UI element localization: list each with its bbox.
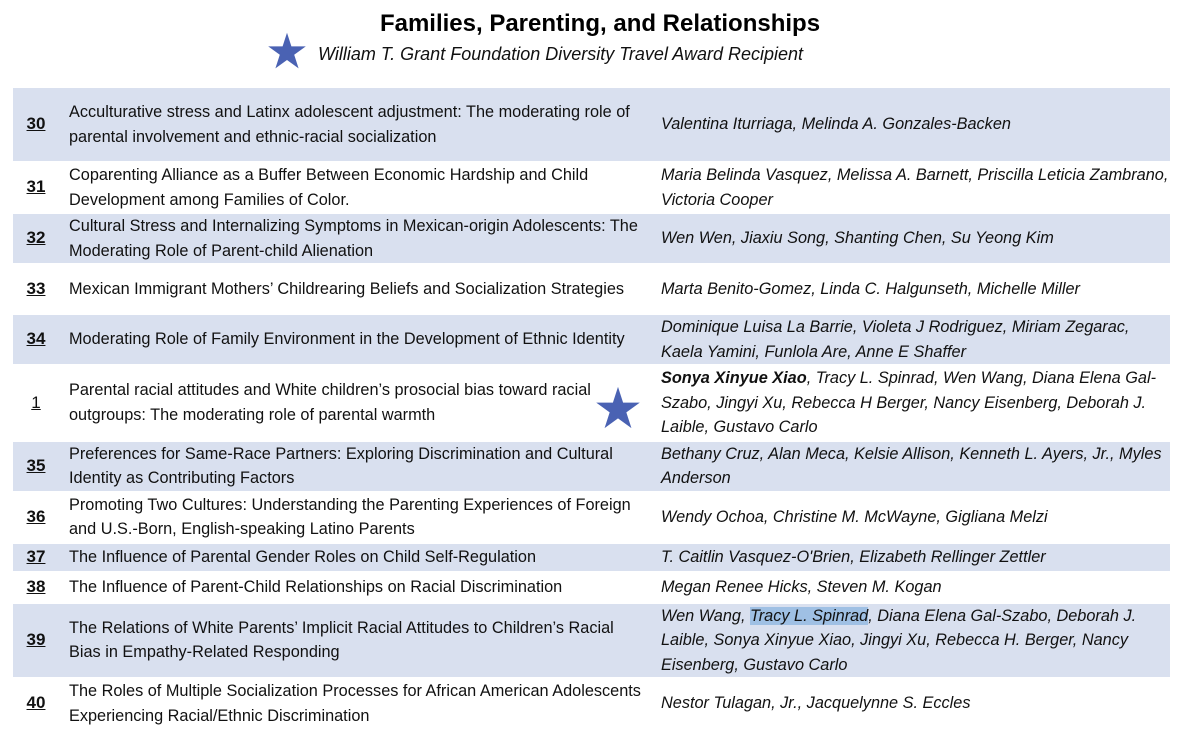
header <box>0 0 1200 88</box>
poster-authors: Megan Renee Hicks, Steven M. Kogan <box>647 572 1170 603</box>
poster-title: The Relations of White Parents’ Implicit Racial Attitudes to Children’s Racial Bias in Empathy-Related Responding <box>59 603 647 679</box>
poster-title: Moderating Role of Family Environment in the Development of Ethnic Identity <box>59 314 647 365</box>
poster-title: Parental racial attitudes and White children’s prosocial bias toward racial outgroups: The moderating role of parental warmth <box>59 365 647 441</box>
poster-number: 32 <box>13 213 59 264</box>
table-row <box>13 162 1170 213</box>
poster-title: The Roles of Multiple Socialization Processes for African American Adolescents Experiencing Racial/Ethnic Discrimination <box>59 678 647 729</box>
poster-authors: T. Caitlin Vasquez-O'Brien, Elizabeth Rellinger Zettler <box>647 543 1170 572</box>
poster-number: 38 <box>13 572 59 603</box>
table-row <box>13 314 1170 365</box>
poster-authors: Dominique Luisa La Barrie, Violeta J Rodriguez, Miriam Zegarac, Kaela Yamini, Funlola Are, Anne E Shaffer <box>647 314 1170 365</box>
table-row <box>13 88 1170 162</box>
poster-number: 30 <box>13 88 59 162</box>
table-row <box>13 441 1170 492</box>
star-icon <box>592 386 644 430</box>
poster-title: The Influence of Parent-Child Relationships on Racial Discrimination <box>59 572 647 603</box>
page-title: Families, Parenting, and Relationships <box>379 10 821 37</box>
table-row <box>13 572 1170 603</box>
poster-number: 39 <box>13 603 59 679</box>
poster-authors: Nestor Tulagan, Jr., Jacquelynne S. Eccles <box>647 678 1170 729</box>
poster-title: Acculturative stress and Latinx adolescent adjustment: The moderating role of parental involvement and ethnic-racial socialization <box>59 88 647 162</box>
poster-authors: Marta Benito-Gomez, Linda C. Halgunseth, Michelle Miller <box>647 264 1170 314</box>
table-row <box>13 213 1170 264</box>
page-subtitle: William T. Grant Foundation Diversity Travel Award Recipient <box>318 44 804 64</box>
table-row <box>13 543 1170 572</box>
star-icon <box>264 32 310 70</box>
poster-authors: Maria Belinda Vasquez, Melissa A. Barnett, Priscilla Leticia Zambrano, Victoria Cooper <box>647 162 1170 213</box>
table-row <box>13 678 1170 729</box>
presenting-author: Sonya Xinyue Xiao <box>661 369 807 387</box>
highlighted-author: Tracy L. Spinrad <box>750 606 869 625</box>
poster-number: 36 <box>13 492 59 543</box>
poster-title: Preferences for Same-Race Partners: Exploring Discrimination and Cultural Identity as Contributing Factors <box>59 441 647 492</box>
table-row <box>13 603 1170 679</box>
poster-title: Mexican Immigrant Mothers’ Childrearing Beliefs and Socialization Strategies <box>59 264 647 314</box>
poster-number: 35 <box>13 441 59 492</box>
poster-authors: Wendy Ochoa, Christine M. McWayne, Gigliana Melzi <box>647 492 1170 543</box>
poster-authors: Bethany Cruz, Alan Meca, Kelsie Allison, Kenneth L. Ayers, Jr., Myles Anderson <box>647 441 1170 492</box>
table-row <box>13 264 1170 314</box>
poster-authors: Valentina Iturriaga, Melinda A. Gonzales-Backen <box>647 88 1170 162</box>
poster-title: Promoting Two Cultures: Understanding the Parenting Experiences of Foreign and U.S.-Born, English-speaking Latino Parents <box>59 492 647 543</box>
poster-number: 33 <box>13 264 59 314</box>
poster-number: 37 <box>13 543 59 572</box>
poster-number: 31 <box>13 162 59 213</box>
poster-number: 40 <box>13 678 59 729</box>
co-authors: , Diana Elena Gal-Szabo, Deborah J. Laible, Sonya Xinyue Xiao, Jingyi Xu, Rebecca H. Berger, Nancy Eisenberg, Gustavo Carlo <box>661 606 1137 674</box>
poster-title: The Influence of Parental Gender Roles on Child Self-Regulation <box>59 543 647 572</box>
table-row <box>13 492 1170 543</box>
poster-number: 34 <box>13 314 59 365</box>
poster-authors <box>647 365 1170 441</box>
poster-number: 1 <box>13 365 59 441</box>
authors-prefix: Wen Wang, <box>661 606 750 625</box>
poster-authors <box>647 603 1170 679</box>
poster-title: Coparenting Alliance as a Buffer Between Economic Hardship and Child Development among Families of Color. <box>59 162 647 213</box>
co-authors: , Tracy L. Spinrad, Wen Wang, Diana Elena Gal-Szabo, Jingyi Xu, Rebecca H Berger, Nancy Eisenberg, Deborah J. Laible, Gustavo Carlo <box>661 369 1156 436</box>
poster-authors: Wen Wen, Jiaxiu Song, Shanting Chen, Su Yeong Kim <box>647 213 1170 264</box>
poster-title: Cultural Stress and Internalizing Symptoms in Mexican-origin Adolescents: The Moderating Role of Parent-child Alienation <box>59 213 647 264</box>
